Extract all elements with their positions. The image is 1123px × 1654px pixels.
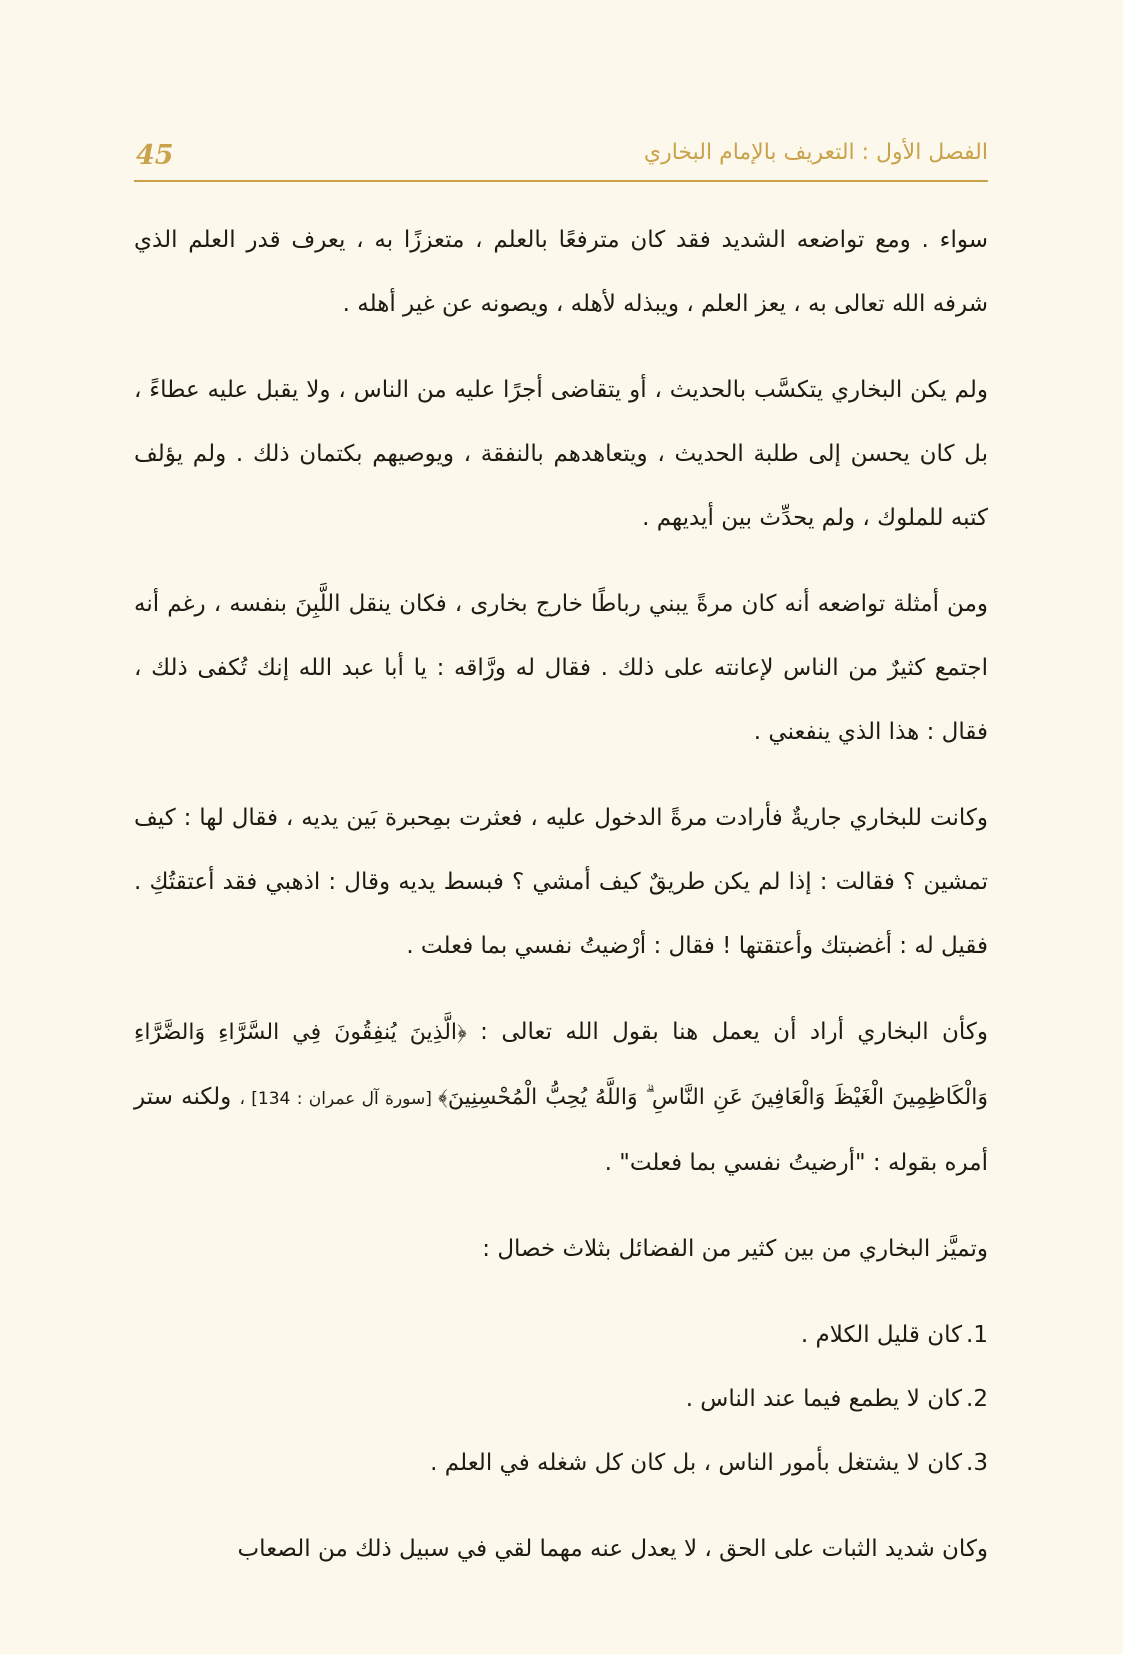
- page-header: [134, 136, 988, 182]
- list-item: [134, 1303, 988, 1367]
- list-item-number: 3.: [966, 1450, 988, 1476]
- book-page: [134, 0, 988, 1654]
- quran-verse: ﴿الَّذِينَ يُنفِقُونَ فِي السَّرَّاءِ وَالضَّرَّاءِ وَالْكَاظِمِينَ الْغَيْظَ وَالْعَافِينَ عَنِ النَّاسِ ۗ وَاللَّهُ يُحِبُّ الْمُحْسِنِينَ﴾: [134, 1020, 988, 1110]
- list-item-number: 1.: [966, 1322, 988, 1348]
- list-item-text: كان قليل الكلام .: [800, 1322, 963, 1348]
- running-title: الفصل الأول : التعريف بالإمام البخاري: [643, 140, 988, 165]
- traits-list: [134, 1303, 988, 1495]
- paragraph-3: ومن أمثلة تواضعه أنه كان مرةً يبني رباطًا خارج بخارى ، فكان ينقل اللَّبِنَ بنفسه ، رغم أنه اجتمع كثيرٌ من الناس لإعانته على ذلك . فقال له ورَّاقه : يا أبا عبد الله إنك تُكفى ذلك ، فقال : هذا الذي ينفعني .: [134, 591, 988, 745]
- list-item-number: 2.: [966, 1386, 988, 1412]
- quote-intro: وكأن البخاري أراد أن يعمل هنا بقول الله تعالى :: [466, 1019, 988, 1045]
- paragraph-7: وكان شديد الثبات على الحق ، لا يعدل عنه مهما لقي في سبيل ذلك من الصعاب: [237, 1536, 988, 1562]
- list-item: [134, 1431, 988, 1495]
- list-item-text: كان لا يطمع فيما عند الناس .: [685, 1386, 963, 1412]
- list-item-text: كان لا يشتغل بأمور الناس ، بل كان كل شغله في العلم .: [430, 1450, 963, 1476]
- paragraph-2: ولم يكن البخاري يتكسَّب بالحديث ، أو يتقاضى أجرًا عليه من الناس ، ولا يقبل عليه عطاءً ، بل كان يحسن إلى طلبة الحديث ، ويتعاهدهم بالنفقة ، ويوصيهم بكتمان ذلك . ولم يؤلف كتبه للملوك ، ولم يحدِّث بين أيديهم .: [134, 377, 988, 531]
- paragraph-1: سواء . ومع تواضعه الشديد فقد كان مترفعًا بالعلم ، متعززًا به ، يعرف قدر العلم الذي شرفه الله تعالى به ، يعز العلم ، ويبذله لأهله ، ويصونه عن غير أهله .: [134, 227, 988, 317]
- paragraph-4: وكانت للبخاري جاريةٌ فأرادت مرةً الدخول عليه ، فعثرت بمِحبرة بَين يديه ، فقال لها : كيف تمشين ؟ فقالت : إذا لم يكن طريقٌ كيف أمشي ؟ فبسط يديه وقال : اذهبي فقد أعتقتُكِ . فقيل له : أغضبتك وأعتقتها ! فقال : أرْضيتُ نفسي بما فعلت .: [134, 805, 988, 959]
- paragraph-5: [134, 1000, 988, 1195]
- body-text: [134, 208, 988, 1603]
- list-item: [134, 1367, 988, 1431]
- quote-continuation: ولكنه ستر أمره بقوله : "أرضيتُ نفسي بما فعلت" .: [134, 1084, 988, 1176]
- page-number: 45: [136, 140, 174, 171]
- verse-reference: [سورة آل عمران : 134] ،: [239, 1089, 439, 1109]
- paragraph-6: وتميَّز البخاري من بين كثير من الفضائل بثلاث خصال :: [482, 1236, 988, 1262]
